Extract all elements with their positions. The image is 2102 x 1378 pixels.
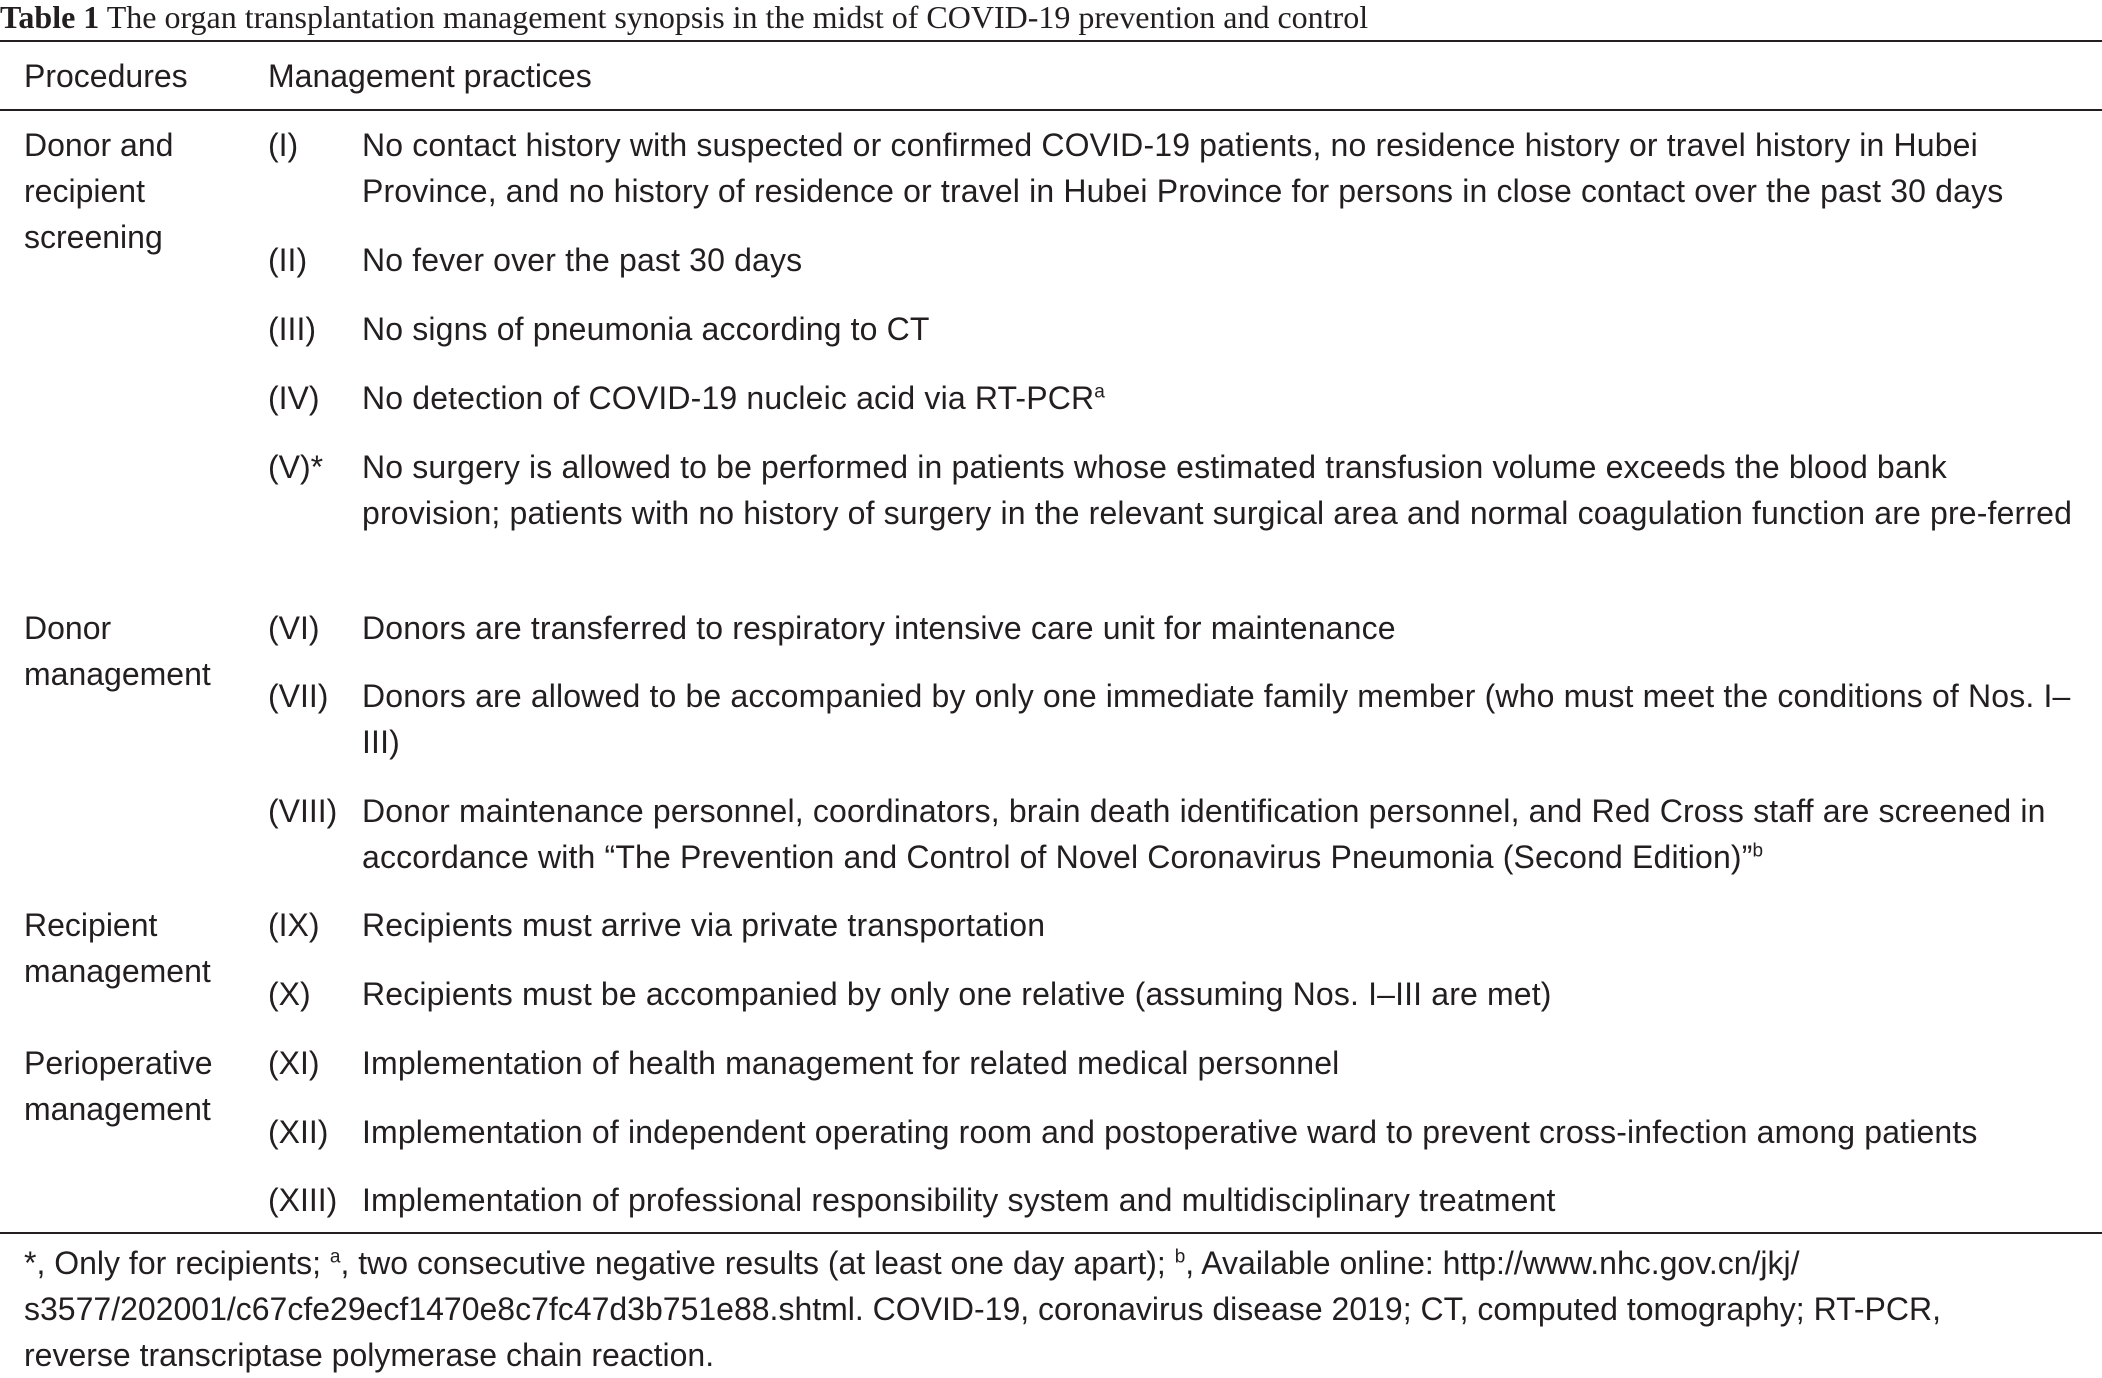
row-number: (IX) [268,907,320,943]
row-text-body: No detection of COVID-19 nucleic acid via RT-PCR [362,380,1095,416]
row-text-body: Donor maintenance personnel, coordinators, brain death identification personnel, and Red Cross staff are screened in accordance with “The Prevention and Control of Novel Coronavirus Pneumonia (Second Edition)” [362,793,2046,875]
footnote-line-3: reverse transcriptase polymerase chain reaction. [24,1337,715,1373]
row-number: (XII) [268,1114,329,1150]
footnote-sup-b: b [1174,1246,1186,1268]
table-caption [0,0,2102,42]
row-number: (III) [268,311,316,347]
bottom-rule [0,1232,2102,1234]
footnote-marker-b: b [1752,840,1764,862]
top-rule [0,40,2102,42]
footnote-sup-a: a [329,1246,341,1268]
procedure-recipient-management: Recipient management [24,907,211,989]
footnote-line-2: s3577/202001/c67cfe29ecf1470e8c7fc47d3b751e88.shtml. COVID-19, coronavirus disease 2019; CT, computed tomography; RT-PCR, [24,1291,1941,1327]
row-number: (XI) [268,1045,320,1081]
row-text: Donors are allowed to be accompanied by only one immediate family member (who must meet the conditions of Nos. I–III) [362,678,2071,760]
row-text: No surgery is allowed to be performed in patients whose estimated transfusion volume exceeds the blood bank provision; patients with no history of surgery in the relevant surgical area and normal coagulation function are pre-ferred [362,449,2073,531]
row-number: (VII) [268,678,329,714]
row-number: (VIII) [268,793,338,829]
row-text: Implementation of professional responsibility system and multidisciplinary treatment [362,1182,1556,1218]
table-label: Table 1 [0,0,100,35]
row-text: No contact history with suspected or confirmed COVID-19 patients, no residence history or travel history in Hubei Province, and no history of residence or travel in Hubei Province for persons in close contact over the past 30 days [362,127,2004,209]
row-text: Recipients must be accompanied by only one relative (assuming Nos. I–III are met) [362,976,1552,1012]
row-text [362,375,2082,421]
header-management-practices: Management practices [268,58,592,94]
footnote-star-text: *, Only for recipients; [24,1245,330,1281]
row-number: (II) [268,242,308,278]
row-number: (XIII) [268,1182,338,1218]
row-text: No fever over the past 30 days [362,242,803,278]
row-text: Recipients must arrive via private transportation [362,907,1046,943]
procedure-donor-recipient-screening: Donor and recipient screening [24,127,174,255]
header-procedures: Procedures [24,58,188,94]
row-text: Donors are transferred to respiratory intensive care unit for maintenance [362,610,1396,646]
footnote-b-text: , Available online: http://www.nhc.gov.cn/jkj/ [1185,1245,1800,1281]
row-number: (VI) [268,610,320,646]
procedure-perioperative-management: Perioperative management [24,1045,213,1127]
row-number: (IV) [268,380,320,416]
row-text [362,788,2082,880]
row-number: (V)* [268,449,324,485]
footnote-a-text: , two consecutive negative results (at least one day apart); [340,1245,1175,1281]
header-rule [0,109,2102,111]
table-footnote [24,1240,2082,1378]
row-text: Implementation of independent operating room and postoperative ward to prevent cross-infection among patients [362,1114,1978,1150]
footnote-marker-a: a [1094,381,1105,403]
procedure-donor-management: Donor management [24,610,211,692]
table-title: The organ transplantation management synopsis in the midst of COVID-19 prevention and control [106,0,1369,35]
row-number: (I) [268,127,299,163]
row-text: No signs of pneumonia according to CT [362,311,930,347]
row-number: (X) [268,976,311,1012]
footnote-line-1 [24,1240,2082,1286]
row-text: Implementation of health management for related medical personnel [362,1045,1340,1081]
